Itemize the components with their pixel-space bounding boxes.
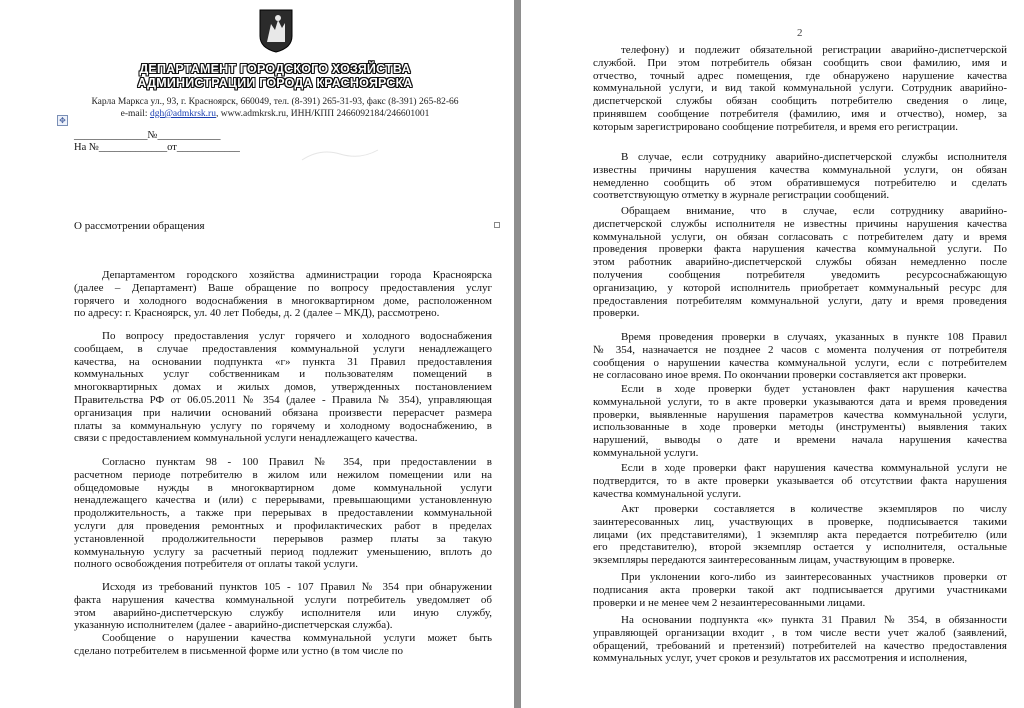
- text-line: качества, на основании подпункта «г» пункта 31 Правил предоставления: [74, 355, 492, 368]
- text-line: факта нарушения качества коммунальной услуги потребитель уведомляет об: [74, 593, 492, 606]
- text-line: Сообщение о нарушении качества коммунальной услуги может быть: [102, 632, 492, 644]
- paragraph: [74, 632, 492, 658]
- text-line: по адресу: г. Красноярск, ул. 40 лет Победы, д. 2 (далее – МКД), рассмотрено.: [74, 307, 440, 320]
- department-name-line2: АДМИНИСТРАЦИИ ГОРОДА КРАСНОЯРСКА: [137, 76, 413, 90]
- text-line: проверки.: [593, 307, 640, 320]
- paragraph: [74, 330, 492, 445]
- text-line: известны причины нарушения качества коммунальной услуги, он обязан: [593, 163, 1007, 176]
- paragraph: [593, 503, 1007, 567]
- paragraph: [593, 205, 1007, 320]
- text-line: На основании подпункта «к» пункта 31 Правил № 354, в обязанности: [621, 614, 1007, 626]
- table-move-handle-icon[interactable]: ✥: [57, 115, 68, 126]
- text-line: лицами (их представителями), 1 экземпляр акта передается потребителю (или: [593, 528, 1007, 541]
- paragraph: [593, 151, 1007, 202]
- text-line: проведения проверки факта нарушения качества коммунальной услуги. По: [593, 243, 1007, 256]
- text-line: Правительства РФ от 06.05.2011 № 354 (далее - Правила № 354), управляющая: [74, 393, 492, 406]
- text-line: отчество, точный адрес помещения, где обнаружено нарушение качества: [593, 69, 1007, 82]
- text-line: подтвердится, то в акте проверки указывается об отсутствии факта нарушения: [593, 474, 1007, 487]
- text-line: предоставления потребителям коммунальной услуги, дату и время проведения: [593, 294, 1007, 307]
- text-line: нарушений, выводы о дате и времени начала нарушения качества: [593, 434, 1007, 447]
- text-line: соответствующую отметку в журнале регистрации сообщений.: [593, 189, 890, 202]
- text-line: коммунальных услуг, учет сроков и результатов их рассмотрения и исполнения,: [593, 652, 968, 665]
- text-line: службой. При этом потребитель обязан сообщить свои фамилию, имя и: [593, 56, 1007, 69]
- text-line: коммунальную услугу за расчетный период подлежит уменьшению, вплоть до: [74, 545, 492, 558]
- text-line: связи с предоставлением коммунальной услуги ненадлежащего качества.: [74, 432, 418, 445]
- email-prefix: e-mail:: [120, 109, 150, 119]
- text-line: (далее – Департамент) Ваше обращение по вопросу предоставления услуг: [74, 281, 492, 294]
- text-line: телефону) и подлежит обязательной регистрации аварийно-диспетчерской: [621, 44, 1007, 56]
- text-line: № 354, назначается не позднее 2 часов с момента получения от потребителя: [593, 343, 1007, 356]
- text-line: услуги для проведения ремонтных и профилактических работ в пределах: [74, 519, 492, 532]
- text-line: использованные в ходе проверки методы (инструменты) выявления таких: [593, 421, 1007, 434]
- paragraph: [74, 456, 492, 571]
- city-emblem-icon: [258, 8, 294, 54]
- text-line: продолжительность, а также при перерывах в предоставлении коммунальной: [74, 507, 492, 520]
- text-line: Акт проверки составляется в количестве экземпляров по числу: [621, 503, 1007, 515]
- text-line: установленной продолжительности перерывов размер платы за такую: [74, 532, 492, 545]
- paragraph: [593, 44, 1007, 134]
- paragraph: [593, 331, 1007, 382]
- text-line: немедленно сообщить об этом обратившемуся потребителю и сделать: [593, 176, 1007, 189]
- paragraph: [593, 383, 1007, 460]
- paragraph: [593, 571, 1007, 609]
- text-line: расчетном периоде потребителю в жилом или нежилом помещении или на: [74, 468, 492, 481]
- text-line: организация при наличии оснований обязана произвести перерасчет размера: [74, 406, 492, 419]
- text-line: коммунальной услуги, и вид такой коммунальной услуги. Сотрудник аварийно-: [593, 82, 1007, 95]
- text-line: проверки и не менее чем 2 незаинтересованными лицами.: [593, 596, 866, 609]
- text-line: указанную исполнителем (далее - аварийно-диспетчерская служба).: [74, 619, 393, 632]
- text-line: полного освобождения потребителя от оплаты такой услуги.: [74, 558, 359, 571]
- email-link[interactable]: dgh@admkrsk.ru: [149, 109, 216, 119]
- text-line: Обращаем внимание, что в случае, если сотруднику аварийно-: [621, 205, 1007, 217]
- paragraph: [74, 581, 492, 632]
- text-line: По вопросу предоставления услуг горячего и холодного водоснабжения: [102, 330, 492, 342]
- text-line: В случае, если сотруднику аварийно-диспетчерской службы исполнителя: [621, 151, 1007, 163]
- registration-number-field: ______________№____________: [74, 130, 221, 141]
- paragraph: [593, 462, 1007, 500]
- text-line: Время проведения проверки в случаях, указанных в пункте 108 Правил: [621, 331, 1007, 343]
- text-line: получения сообщения потребителя уведомить ресурсоснабжающую: [593, 268, 1007, 281]
- text-line: управляющей организации входит , в том числе вести учет жалоб (заявлений,: [593, 626, 1007, 639]
- text-line: коммунальной услуги.: [593, 446, 699, 459]
- text-line: коммунальной услуги, он обязан согласовать с потребителем дату и время: [593, 230, 1007, 243]
- text-line: сделано потребителем в письменной форме или устно (в том числе по: [74, 644, 404, 657]
- address-line: Карла Маркса ул., 93, г. Красноярск, 660049, тел. (8-391) 265-31-93, факс (8-391) 265-82-66: [91, 97, 459, 107]
- text-line: сообщаем, в случае предоставления коммунальной услуги ненадлежащего: [74, 342, 492, 355]
- text-line: коммунальных услуг собственникам и пользователям помещений в: [74, 368, 492, 381]
- text-line: многоквартирных домах и жилых домов, утвержденных постановлением: [74, 381, 492, 394]
- text-line: ненадлежащего качества и (или) с перерывами, превышающими установленную: [74, 494, 492, 507]
- text-line: проверки, выявленные нарушения параметров качества коммунальной услуги,: [593, 408, 1007, 421]
- text-line: которым зарегистрировано сообщение потребителя, и время его регистрации.: [593, 120, 958, 133]
- text-line: организацию, у которой исполнитель приобретает коммунальный ресурс для: [593, 281, 1007, 294]
- text-line: сообщения о нарушении качества коммунальной услуги, если с потребителем: [593, 356, 1007, 369]
- reference-number-field: На №_____________от____________: [74, 142, 240, 153]
- scan-smudge: [300, 140, 380, 170]
- text-line: этом аварийно-диспетчерскую службу исполнителя или иную службу,: [74, 606, 492, 619]
- text-line: коммунальной услуги, то в акте проверки указываются дата и время проведения: [593, 395, 1007, 408]
- text-line: этом работник аварийно-диспетчерской службы обязан немедленно после: [593, 256, 1007, 269]
- text-line: заинтересованных лиц, участвующих в проверке, подписывается такими: [593, 515, 1007, 528]
- department-name-line1: ДЕПАРТАМЕНТ ГОРОДСКОГО ХОЗЯЙСТВА: [139, 62, 411, 76]
- text-line: платы за коммунальную услугу по горячему и холодному водоснабжению, в: [74, 419, 492, 432]
- text-line: Исходя из требований пунктов 105 - 107 Правил № 354 при обнаружении: [102, 581, 492, 593]
- text-line: Если в ходе проверки факт нарушения качества коммунальной услуги не: [621, 462, 1007, 474]
- text-line: качества коммунальной услуги.: [593, 487, 742, 500]
- contact-line: [60, 108, 490, 120]
- resize-handle[interactable]: [494, 222, 500, 228]
- text-line: не согласовано иное время. По окончании проверки составляется акт проверки.: [593, 369, 967, 382]
- text-line: диспетчерской службы исполнителя не известны причины нарушения качества: [593, 217, 1007, 230]
- text-line: Если в ходе проверки будет установлен факт нарушения качества: [621, 383, 1007, 395]
- text-line: Согласно пунктам 98 - 100 Правил № 354, при предоставлении в: [102, 456, 492, 468]
- paragraph: [74, 269, 492, 320]
- text-line: подписания акта проверки такой акт подписывается другими участниками: [593, 583, 1007, 596]
- paragraph: [593, 614, 1007, 665]
- page-number: 2: [797, 27, 803, 39]
- contact-rest: , www.admkrsk.ru, ИНН/КПП 2466092184/246601001: [215, 109, 430, 119]
- text-line: При уклонении кого-либо из заинтересованных участников проверки от: [621, 571, 1007, 583]
- text-line: Департаментом городского хозяйства администрации города Красноярска: [102, 269, 492, 281]
- letter-subject: О рассмотрении обращения: [74, 220, 205, 232]
- text-line: экземпляры передаются заинтересованным лицам, участвующим в проверке.: [593, 554, 955, 567]
- text-line: диспетчерской службы обязан сообщить потребителю сведения о лице,: [593, 95, 1007, 108]
- text-line: общедомовые нужды в многоквартирном доме коммунальной услуги: [74, 481, 492, 494]
- text-line: обращений, требований и претензий) потребителей на качество предоставления: [593, 639, 1007, 652]
- text-line: горячего и холодного водоснабжения в многоквартирном доме, расположенном: [74, 294, 492, 307]
- document-page-2: [521, 0, 1024, 708]
- text-line: принявшем сообщение потребителя (фамилию, имя и отчество), номер, за: [593, 107, 1007, 120]
- text-line: его представителю), второй экземпляр остается у исполнителя, остальные: [593, 541, 1007, 554]
